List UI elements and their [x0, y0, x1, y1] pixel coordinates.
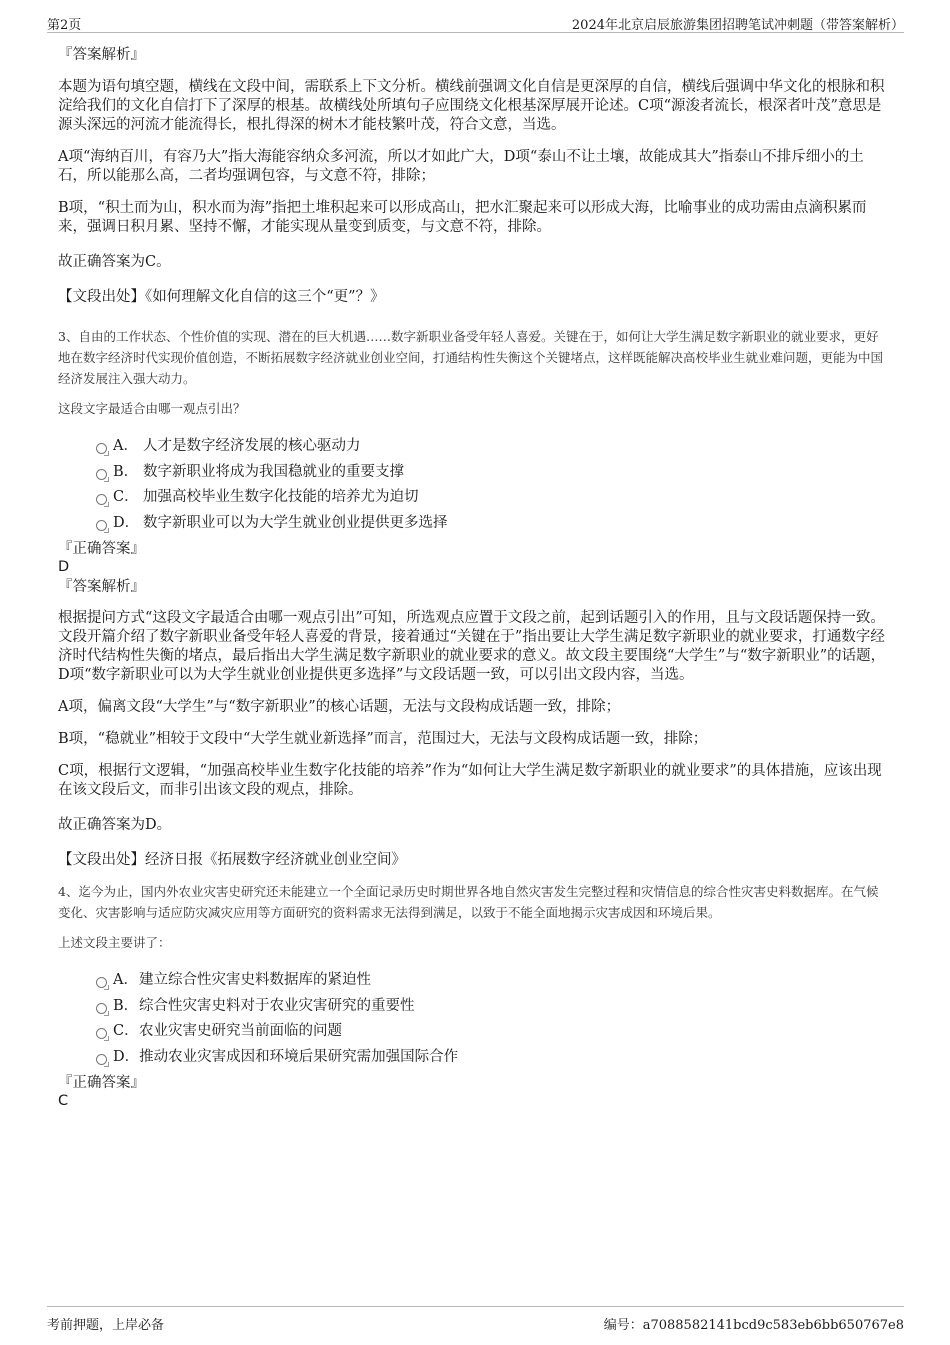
q3-analysis-paragraph-3: B项，“稳就业”相较于文段中“大学生就业新选择”而言，范围过大，无法与文段构成话题一致，排除；: [58, 731, 708, 747]
radio-icon[interactable]: [96, 977, 107, 988]
q3-answer-label: 『正确答案』: [58, 541, 145, 557]
footer-serial: 编号：a7088582141bcd9c583eb6bb650767e8: [603, 1318, 904, 1333]
q3-stem: 3、自由的工作状态、个性价值的实现、潜在的巨大机遇……数字新职业备受年轻人喜爱。关键在于，如何让大学生满足数字新职业的就业要求，更好地在数字经济时代实现价值创造，不断拓展数字经济就业创业空间，打通结构性失衡这个关键堵点，这样既能解决高校毕业生就业难问题，更能为中国经济发展注入强大动力。: [58, 329, 884, 386]
q3-analysis-label: 『答案解析』: [58, 579, 145, 595]
q4-answer: C: [58, 1093, 69, 1109]
document-title: 2024年北京启辰旅游集团招聘笔试冲刺题（带答案解析）: [571, 18, 904, 33]
q2-analysis-paragraph-3: B项，“积土而为山，积水而为海”指把土堆积起来可以形成高山，把水汇聚起来可以形成大海，比喻事业的成功需由点滴积累而来，强调日积月累、坚持不懈，才能实现从量变到质变，与文意不符，排除。: [58, 200, 867, 235]
q3-options: [58, 434, 888, 536]
q4-option-d[interactable]: D．推动农业灾害成因和环境后果研究需加强国际合作: [58, 1045, 888, 1071]
q3-conclusion: 故正确答案为D。: [58, 817, 172, 833]
q3-option-d[interactable]: D． 数字新职业可以为大学生就业创业提供更多选择: [58, 511, 888, 537]
q3-source: 【文段出处】经济日报《拓展数字经济就业创业空间》: [58, 852, 406, 868]
radio-icon[interactable]: [96, 1054, 107, 1065]
radio-icon[interactable]: [96, 469, 107, 480]
q2-analysis-paragraph-2: A项“海纳百川，有容乃大”指大海能容纳众多河流，所以才如此广大，D项“泰山不让土壤，故能成其大”指泰山不排斥细小的土石，所以能那么高，二者均强调包容，与文意不符，排除；: [58, 149, 864, 184]
q4-question: 上述文段主要讲了：: [58, 935, 171, 950]
q3-option-a[interactable]: A． 人才是数字经济发展的核心驱动力: [58, 434, 888, 460]
q4-option-b[interactable]: B．综合性灾害史料对于农业灾害研究的重要性: [58, 994, 888, 1020]
page-number: 第2页: [47, 18, 82, 33]
q2-analysis-paragraph-1: 本题为语句填空题，横线在文段中间，需联系上下文分析。横线前强调文化自信是更深厚的自信，横线后强调中华文化的根脉和积淀给我们的文化自信打下了深厚的根基。故横线处所填句子应围绕文化根基深厚展开论述。C项“源浚者流长，根深者叶茂”意思是源头深远的河流才能流得长，根扎得深的树木才能枝繁叶茂，符合文意，当选。: [58, 79, 885, 133]
q3-question: 这段文字最适合由哪一观点引出？: [58, 401, 246, 416]
q4-answer-label: 『正确答案』: [58, 1075, 145, 1091]
radio-icon[interactable]: [96, 1003, 107, 1014]
q4-stem: 4、迄今为止，国内外农业灾害史研究还未能建立一个全面记录历史时期世界各地自然灾害发生完整过程和灾情信息的综合性灾害史料数据库。在气候变化、灾害影响与适应防灾减灾应用等方面研究的资料需求无法得到满足，以致于不能全面地揭示灾害成因和环境后果。: [58, 884, 879, 920]
q3-option-c[interactable]: C． 加强高校毕业生数字化技能的培养尤为迫切: [58, 485, 888, 511]
q3-analysis-paragraph-1: 根据提问方式“这段文字最适合由哪一观点引出”可知，所选观点应置于文段之前，起到话题引入的作用，且与文段话题保持一致。文段开篇介绍了数字新职业备受年轻人喜爱的背景，接着通过“关键在于”指出要让大学生满足数字新职业的就业要求，打通数字经济时代结构性失衡的堵点，最后指出大学生满足数字新职业的就业要求的意义。故文段主要围绕“大学生”与“数字新职业”的话题，D项“数字新职业可以为大学生就业创业提供更多选择”与文段话题一致，可以引出文段内容，当选。: [58, 610, 886, 683]
radio-icon[interactable]: [96, 520, 107, 531]
page-content: [58, 46, 888, 1110]
q3-analysis-paragraph-4: C项，根据行文逻辑，“加强高校毕业生数字化技能的培养”作为“如何让大学生满足数字新职业的就业要求”的具体措施，应该出现在该文段后文，而非引出该文段的观点，排除。: [58, 763, 882, 798]
q3-analysis-paragraph-2: A项，偏离文段“大学生”与“数字新职业”的核心话题，无法与文段构成话题一致，排除；: [58, 699, 621, 715]
q3-option-b[interactable]: B． 数字新职业将成为我国稳就业的重要支撑: [58, 460, 888, 486]
page-header: [47, 10, 904, 33]
q3-answer: D: [58, 559, 70, 575]
q2-source: 【文段出处】《如何理解文化自信的这三个“更”？》: [58, 289, 385, 305]
q2-conclusion: 故正确答案为C。: [58, 254, 171, 270]
q2-analysis-label: 『答案解析』: [58, 47, 145, 63]
radio-icon[interactable]: [96, 443, 107, 454]
radio-icon[interactable]: [96, 1028, 107, 1039]
q4-options: [58, 968, 888, 1070]
radio-icon[interactable]: [96, 494, 107, 505]
q4-option-a[interactable]: A．建立综合性灾害史料数据库的紧迫性: [58, 968, 888, 994]
footer-slogan: 考前押题，上岸必备: [47, 1318, 165, 1333]
page-footer: [47, 1306, 904, 1337]
q4-option-c[interactable]: C．农业灾害史研究当前面临的问题: [58, 1019, 888, 1045]
